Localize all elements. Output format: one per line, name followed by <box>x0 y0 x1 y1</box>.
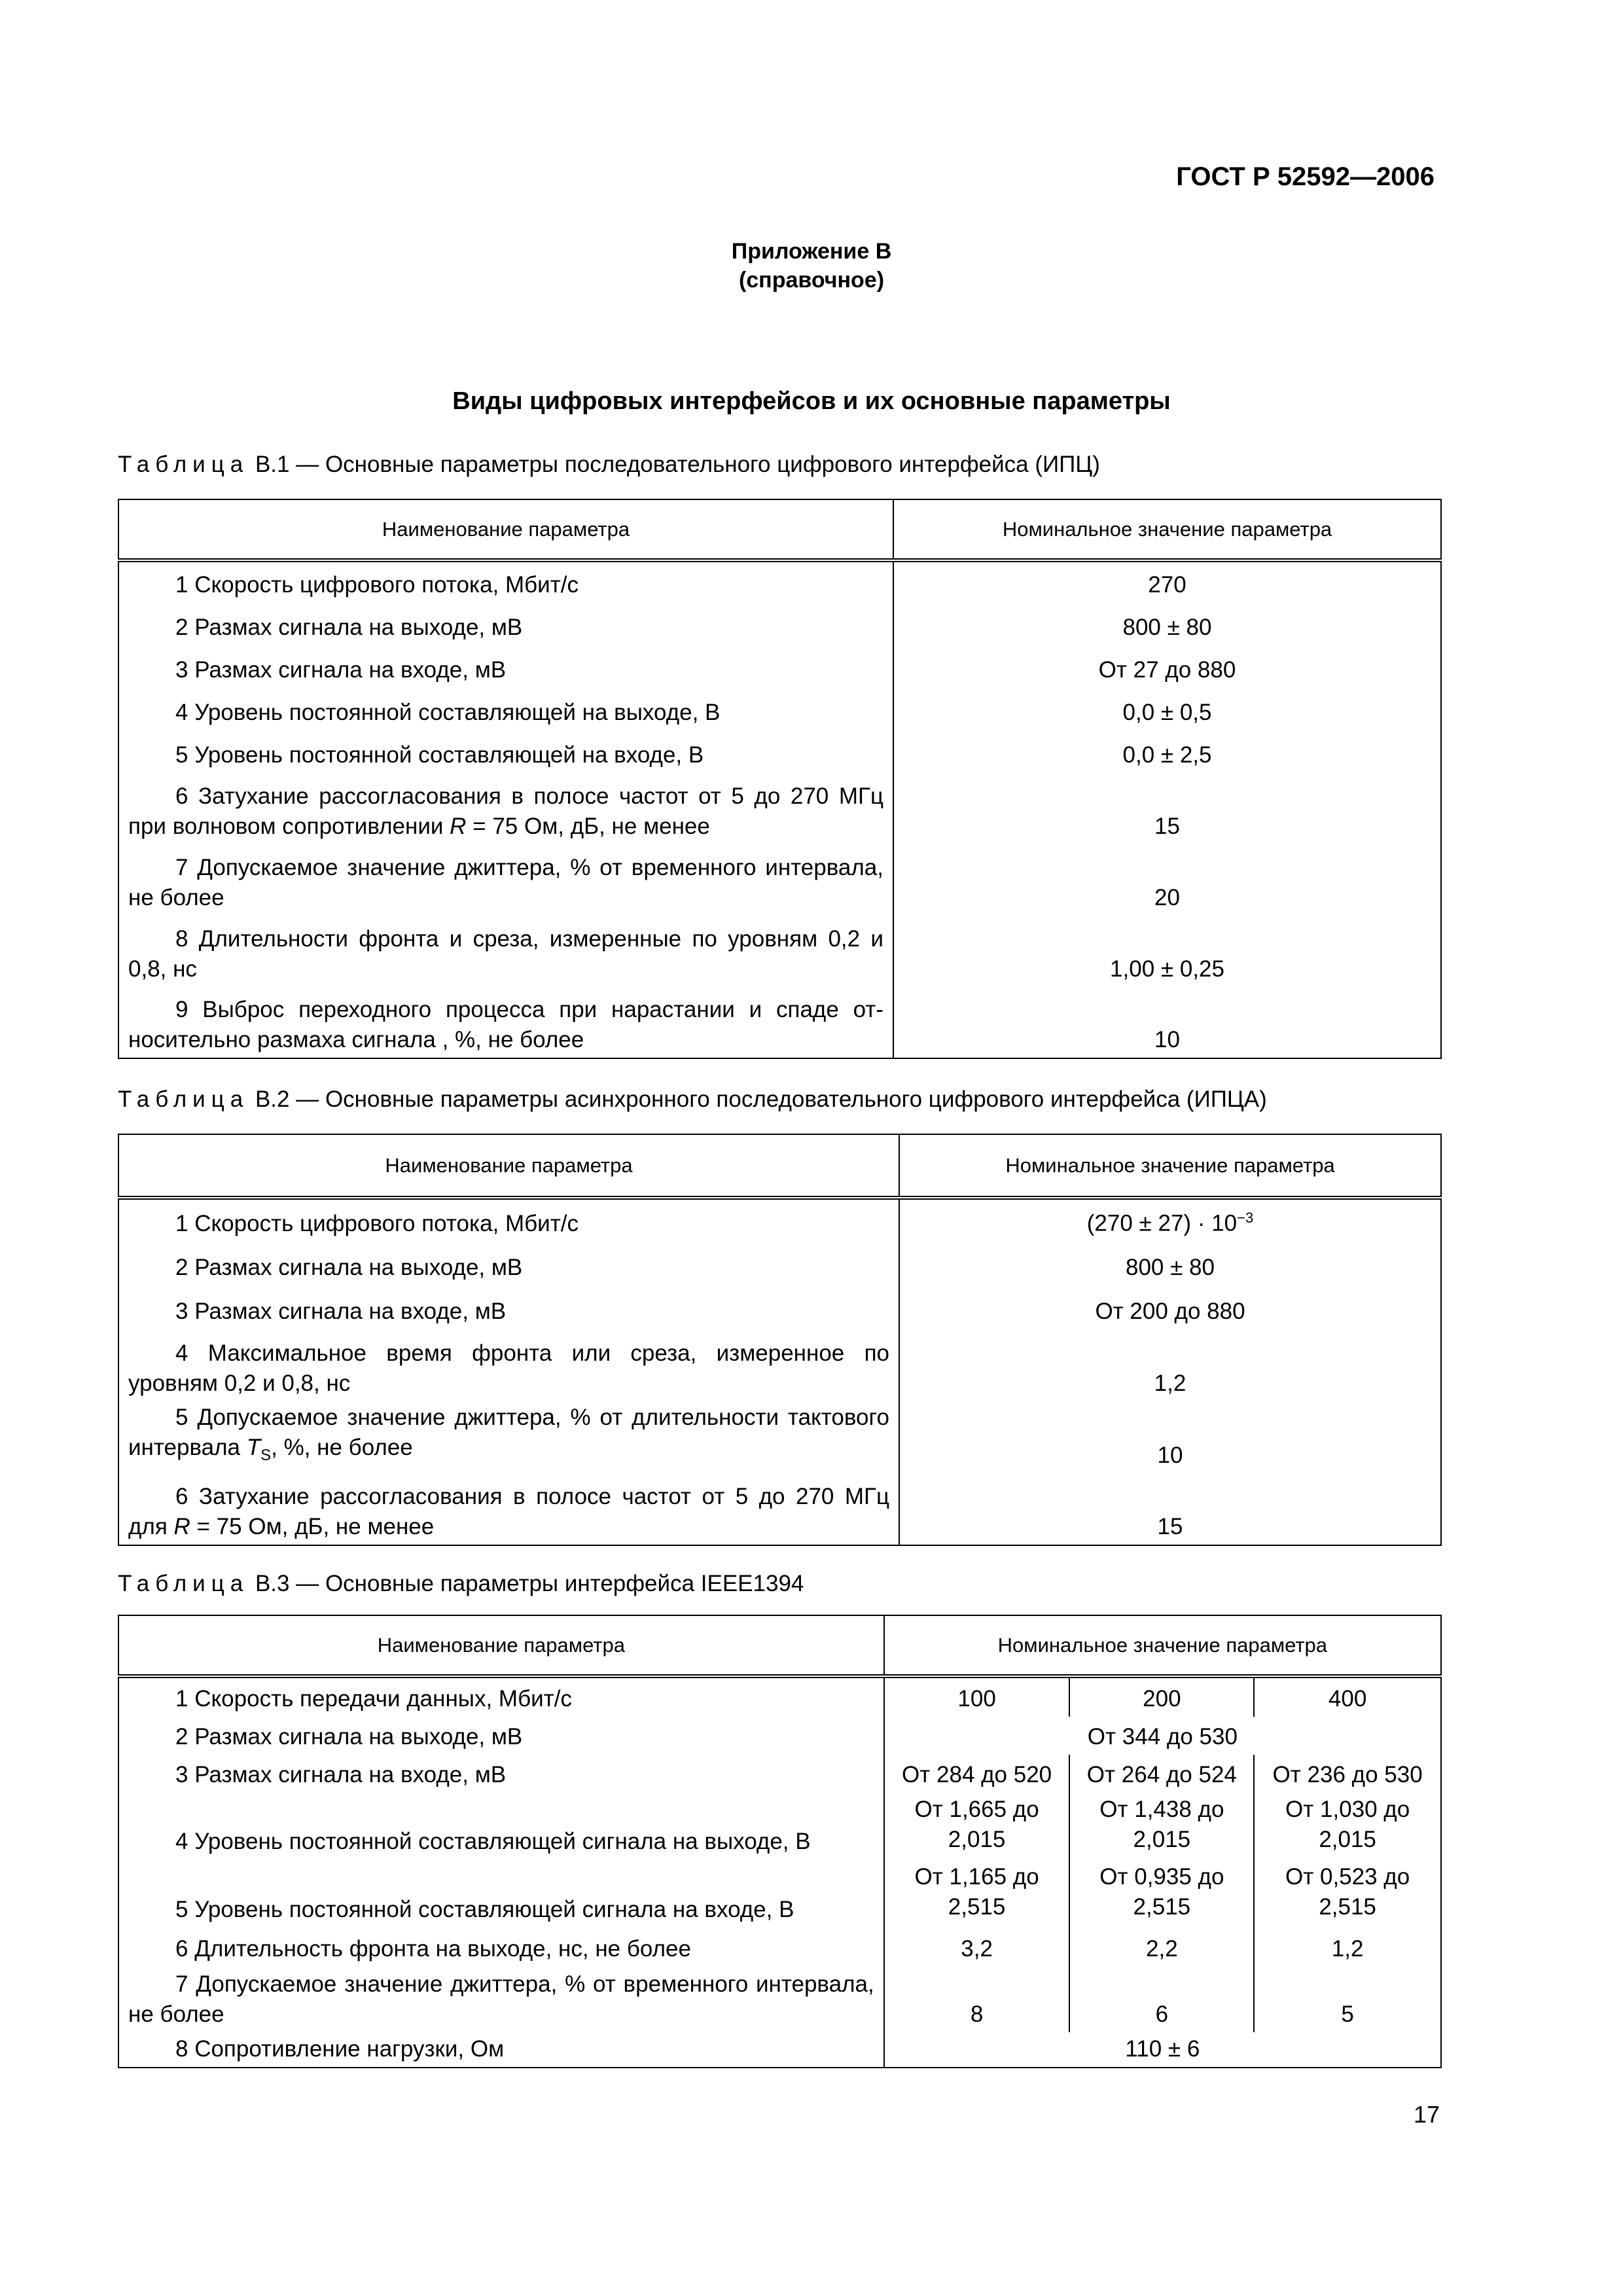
parameter-cell <box>118 844 893 916</box>
value-text: 1,2 <box>1154 1371 1186 1396</box>
table-caption-word: Таблица <box>118 1086 249 1112</box>
appendix-type: (справочное) <box>738 268 885 293</box>
value-cell <box>893 603 1441 645</box>
parameters-table <box>118 1615 1442 2068</box>
value-cell <box>884 1793 1070 1859</box>
table-row <box>118 1285 1441 1329</box>
table-caption-word: Таблица <box>118 1571 249 1596</box>
table-row <box>118 1793 1441 1859</box>
parameter-text: 1 Скорость передачи данных, Мбит/с <box>175 1686 572 1712</box>
parameter-text: 9 Выброс переходного процесса при нарастании и спаде относительно размаха сигнала , %, не более <box>128 997 883 1052</box>
table-row <box>118 730 1441 773</box>
parameter-text: 2 Размах сигнала на выходе, мВ <box>175 1724 523 1749</box>
value-cell <box>1069 1793 1254 1859</box>
value-exponent: −3 <box>1237 1210 1254 1227</box>
parameter-text: 8 Длительности фронта и среза, измеренные по уровням 0,2 и 0,8, нс <box>128 926 883 982</box>
table-row <box>118 1473 1441 1545</box>
parameter-cell <box>118 773 893 844</box>
value-cell <box>1069 1928 1254 1967</box>
table-row <box>118 1717 1441 1755</box>
value-cell <box>1254 1859 1441 1928</box>
parameter-text: 1 Скорость цифрового потока, Мбит/с <box>175 1211 579 1236</box>
table-row <box>118 844 1441 916</box>
value-cell <box>893 773 1441 844</box>
value-cell <box>893 916 1441 987</box>
column-header-parameter: Наименование параметра <box>118 1615 884 1676</box>
symbol: T <box>246 1435 261 1460</box>
appendix-heading <box>0 237 1623 295</box>
symbol: R <box>450 814 467 839</box>
parameter-cell <box>118 2032 884 2068</box>
parameter-text: 3 Размах сигнала на входе, мВ <box>175 1762 507 1787</box>
parameter-cell <box>118 916 893 987</box>
table-row <box>118 560 1441 603</box>
value-text: 20 <box>1154 885 1180 910</box>
value-cell <box>1069 1859 1254 1928</box>
parameter-text: 8 Сопротивление нагрузки, Ом <box>175 2036 505 2062</box>
parameters-table <box>118 1134 1442 1546</box>
parameter-cell <box>118 1928 884 1967</box>
table-caption <box>118 1086 1267 1113</box>
table-header-row <box>118 1134 1441 1198</box>
table-row <box>118 1401 1441 1473</box>
table-row <box>118 2032 1441 2068</box>
value-text: 0,0 ± 2,5 <box>1122 742 1212 768</box>
value-cell <box>1254 1967 1441 2032</box>
parameter-cell <box>118 1285 899 1329</box>
column-header-value: Номинальное значение параметра <box>893 499 1441 560</box>
parameter-cell <box>118 1717 884 1755</box>
value-cell <box>893 730 1441 773</box>
value-cell <box>884 1928 1070 1967</box>
parameter-cell <box>118 688 893 730</box>
parameter-cell <box>118 1859 884 1928</box>
value-text: 200 <box>1143 1686 1181 1712</box>
parameter-text: 7 Допускаемое значение джиттера, % от временного интервала, не более <box>128 855 883 910</box>
value-text: 110 ± 6 <box>1125 2036 1200 2062</box>
symbol-subscript: S <box>260 1446 272 1464</box>
value-cell <box>1254 1928 1441 1967</box>
table-row <box>118 645 1441 688</box>
value-text: От 1,030 до 2,015 <box>1285 1797 1410 1852</box>
value-text: От 200 до 880 <box>1095 1299 1245 1324</box>
table-caption-text: В.1 — Основные параметры последовательного цифрового интерфейса (ИПЦ) <box>249 452 1100 477</box>
value-cell <box>893 844 1441 916</box>
parameter-cell <box>118 1401 899 1473</box>
value-text: 1,00 ± 0,25 <box>1110 956 1224 982</box>
table-row <box>118 1859 1441 1928</box>
value-text: От 344 до 530 <box>1087 1724 1238 1749</box>
table-caption-text: В.2 — Основные параметры асинхронного последовательного цифрового интерфейса (ИПЦА) <box>249 1086 1267 1112</box>
value-cell <box>899 1401 1441 1473</box>
value-cell <box>884 1717 1441 1755</box>
value-text: От 0,523 до 2,515 <box>1285 1864 1410 1920</box>
value-text: От 27 до 880 <box>1098 657 1236 683</box>
table-row <box>118 1329 1441 1401</box>
parameter-text: 6 Затухание рассогласования в полосе частот от 5 до 270 МГц для <box>128 1484 889 1539</box>
value-text: 1,2 <box>1331 1936 1364 1962</box>
value-cell <box>1254 1755 1441 1793</box>
value-cell <box>1069 1676 1254 1717</box>
value-text: 0,0 ± 0,5 <box>1122 700 1212 725</box>
value-cell <box>893 688 1441 730</box>
parameter-text: 4 Уровень постоянной составляющей на выходе, В <box>175 700 721 725</box>
appendix-label: Приложение В <box>731 239 892 264</box>
value-cell <box>899 1198 1441 1242</box>
value-cell <box>893 560 1441 603</box>
value-cell <box>884 1755 1070 1793</box>
parameter-text: 5 Допускаемое значение джиттера, % от длительности тактового интервала <box>128 1405 889 1460</box>
parameter-cell <box>118 1755 884 1793</box>
parameter-text: 7 Допускаемое значение джиттера, % от временного интервала, не более <box>128 1971 874 2027</box>
value-cell <box>1069 1755 1254 1793</box>
parameter-cell <box>118 1242 899 1285</box>
parameter-text: 3 Размах сигнала на входе, мВ <box>175 657 507 683</box>
column-header-parameter: Наименование параметра <box>118 499 893 560</box>
value-cell <box>893 987 1441 1058</box>
value-text: 5 <box>1341 2001 1354 2027</box>
value-text: 2,2 <box>1146 1936 1178 1962</box>
value-text: 15 <box>1154 814 1180 839</box>
table-caption-word: Таблица <box>118 452 249 477</box>
value-text: 270 <box>1148 572 1186 598</box>
parameter-cell <box>118 1198 899 1242</box>
value-cell <box>893 645 1441 688</box>
parameter-text: = 75 Ом, дБ, не менее <box>190 1514 435 1539</box>
value-text: 15 <box>1157 1514 1183 1539</box>
value-cell <box>1254 1793 1441 1859</box>
table-row <box>118 1755 1441 1793</box>
parameter-text: 4 Максимальное время фронта или среза, измеренное по уровням 0,2 и 0,8, нс <box>128 1340 889 1396</box>
column-header-value: Номинальное значение параметра <box>899 1134 1441 1198</box>
value-text: 10 <box>1157 1443 1183 1468</box>
table-row <box>118 1928 1441 1967</box>
value-cell <box>1254 1676 1441 1717</box>
symbol: R <box>173 1514 190 1539</box>
table-row <box>118 1242 1441 1285</box>
value-text: От 1,438 до 2,015 <box>1099 1797 1224 1852</box>
value-text: От 236 до 530 <box>1272 1762 1423 1787</box>
value-cell <box>899 1473 1441 1545</box>
value-text: 400 <box>1328 1686 1367 1712</box>
value-cell <box>899 1285 1441 1329</box>
parameter-text: 2 Размах сигнала на выходе, мВ <box>175 1255 523 1280</box>
parameter-text: , %, не более <box>271 1435 413 1460</box>
value-text: От 0,935 до 2,515 <box>1099 1864 1224 1920</box>
table-row <box>118 916 1441 987</box>
table-caption <box>118 1571 804 1597</box>
table-row <box>118 1198 1441 1242</box>
value-cell <box>899 1329 1441 1401</box>
value-text: 10 <box>1154 1027 1180 1052</box>
table-caption <box>118 452 1100 478</box>
value-cell <box>884 1967 1070 2032</box>
value-text: От 264 до 524 <box>1086 1762 1237 1787</box>
value-text: 800 ± 80 <box>1122 615 1212 640</box>
parameter-text: 2 Размах сигнала на выходе, мВ <box>175 615 523 640</box>
column-header-parameter: Наименование параметра <box>118 1134 899 1198</box>
parameter-text: = 75 Ом, дБ, не менее <box>466 814 710 839</box>
value-text: 8 <box>970 2001 984 2027</box>
parameter-text: 5 Уровень постоянной составляющей на входе, В <box>175 742 704 768</box>
parameter-text: 6 Длительность фронта на выходе, нс, не более <box>175 1936 691 1962</box>
section-title: Виды цифровых интерфейсов и их основные параметры <box>452 387 1171 415</box>
parameter-cell <box>118 560 893 603</box>
parameter-cell <box>118 1676 884 1717</box>
value-text: (270 ± 27) · 10 <box>1086 1211 1238 1236</box>
parameter-cell <box>118 1329 899 1401</box>
table-row <box>118 1967 1441 2032</box>
value-cell <box>884 1859 1070 1928</box>
value-text: От 284 до 520 <box>902 1762 1052 1787</box>
value-cell <box>884 1676 1070 1717</box>
table-caption-text: В.3 — Основные параметры интерфейса IEEE1394 <box>249 1571 804 1596</box>
value-cell <box>899 1242 1441 1285</box>
parameter-cell <box>118 730 893 773</box>
parameter-cell <box>118 987 893 1058</box>
value-cell <box>884 2032 1441 2068</box>
column-header-value: Номинальное значение параметра <box>884 1615 1441 1676</box>
standard-number: ГОСТ Р 52592—2006 <box>1176 162 1435 191</box>
value-text: 800 ± 80 <box>1126 1255 1215 1280</box>
parameter-cell <box>118 603 893 645</box>
table-row <box>118 773 1441 844</box>
value-cell <box>1069 1967 1254 2032</box>
parameter-cell <box>118 1967 884 2032</box>
table-row <box>118 987 1441 1058</box>
value-text: 3,2 <box>961 1936 993 1962</box>
parameter-text: 6 Затухание рассогласования в полосе частот от 5 до 270 МГц при волновом сопротивлении <box>128 783 883 839</box>
value-text: От 1,165 до 2,515 <box>914 1864 1039 1920</box>
parameter-text: 5 Уровень постоянной составляющей сигнала на входе, В <box>175 1897 794 1922</box>
parameter-cell <box>118 645 893 688</box>
parameter-cell <box>118 1473 899 1545</box>
table-row <box>118 1676 1441 1717</box>
parameter-text: 4 Уровень постоянной составляющей сигнала на выходе, В <box>175 1829 811 1854</box>
parameter-cell <box>118 1793 884 1859</box>
table-header-row <box>118 499 1441 560</box>
parameter-text: 3 Размах сигнала на входе, мВ <box>175 1299 507 1324</box>
table-row <box>118 603 1441 645</box>
parameters-table <box>118 499 1442 1059</box>
value-text: 100 <box>957 1686 996 1712</box>
parameter-text: 1 Скорость цифрового потока, Мбит/с <box>175 572 579 598</box>
value-text: 6 <box>1155 2001 1169 2027</box>
page-number: 17 <box>1414 2101 1440 2128</box>
table-row <box>118 688 1441 730</box>
table-header-row <box>118 1615 1441 1676</box>
value-text: От 1,665 до 2,015 <box>914 1797 1039 1852</box>
